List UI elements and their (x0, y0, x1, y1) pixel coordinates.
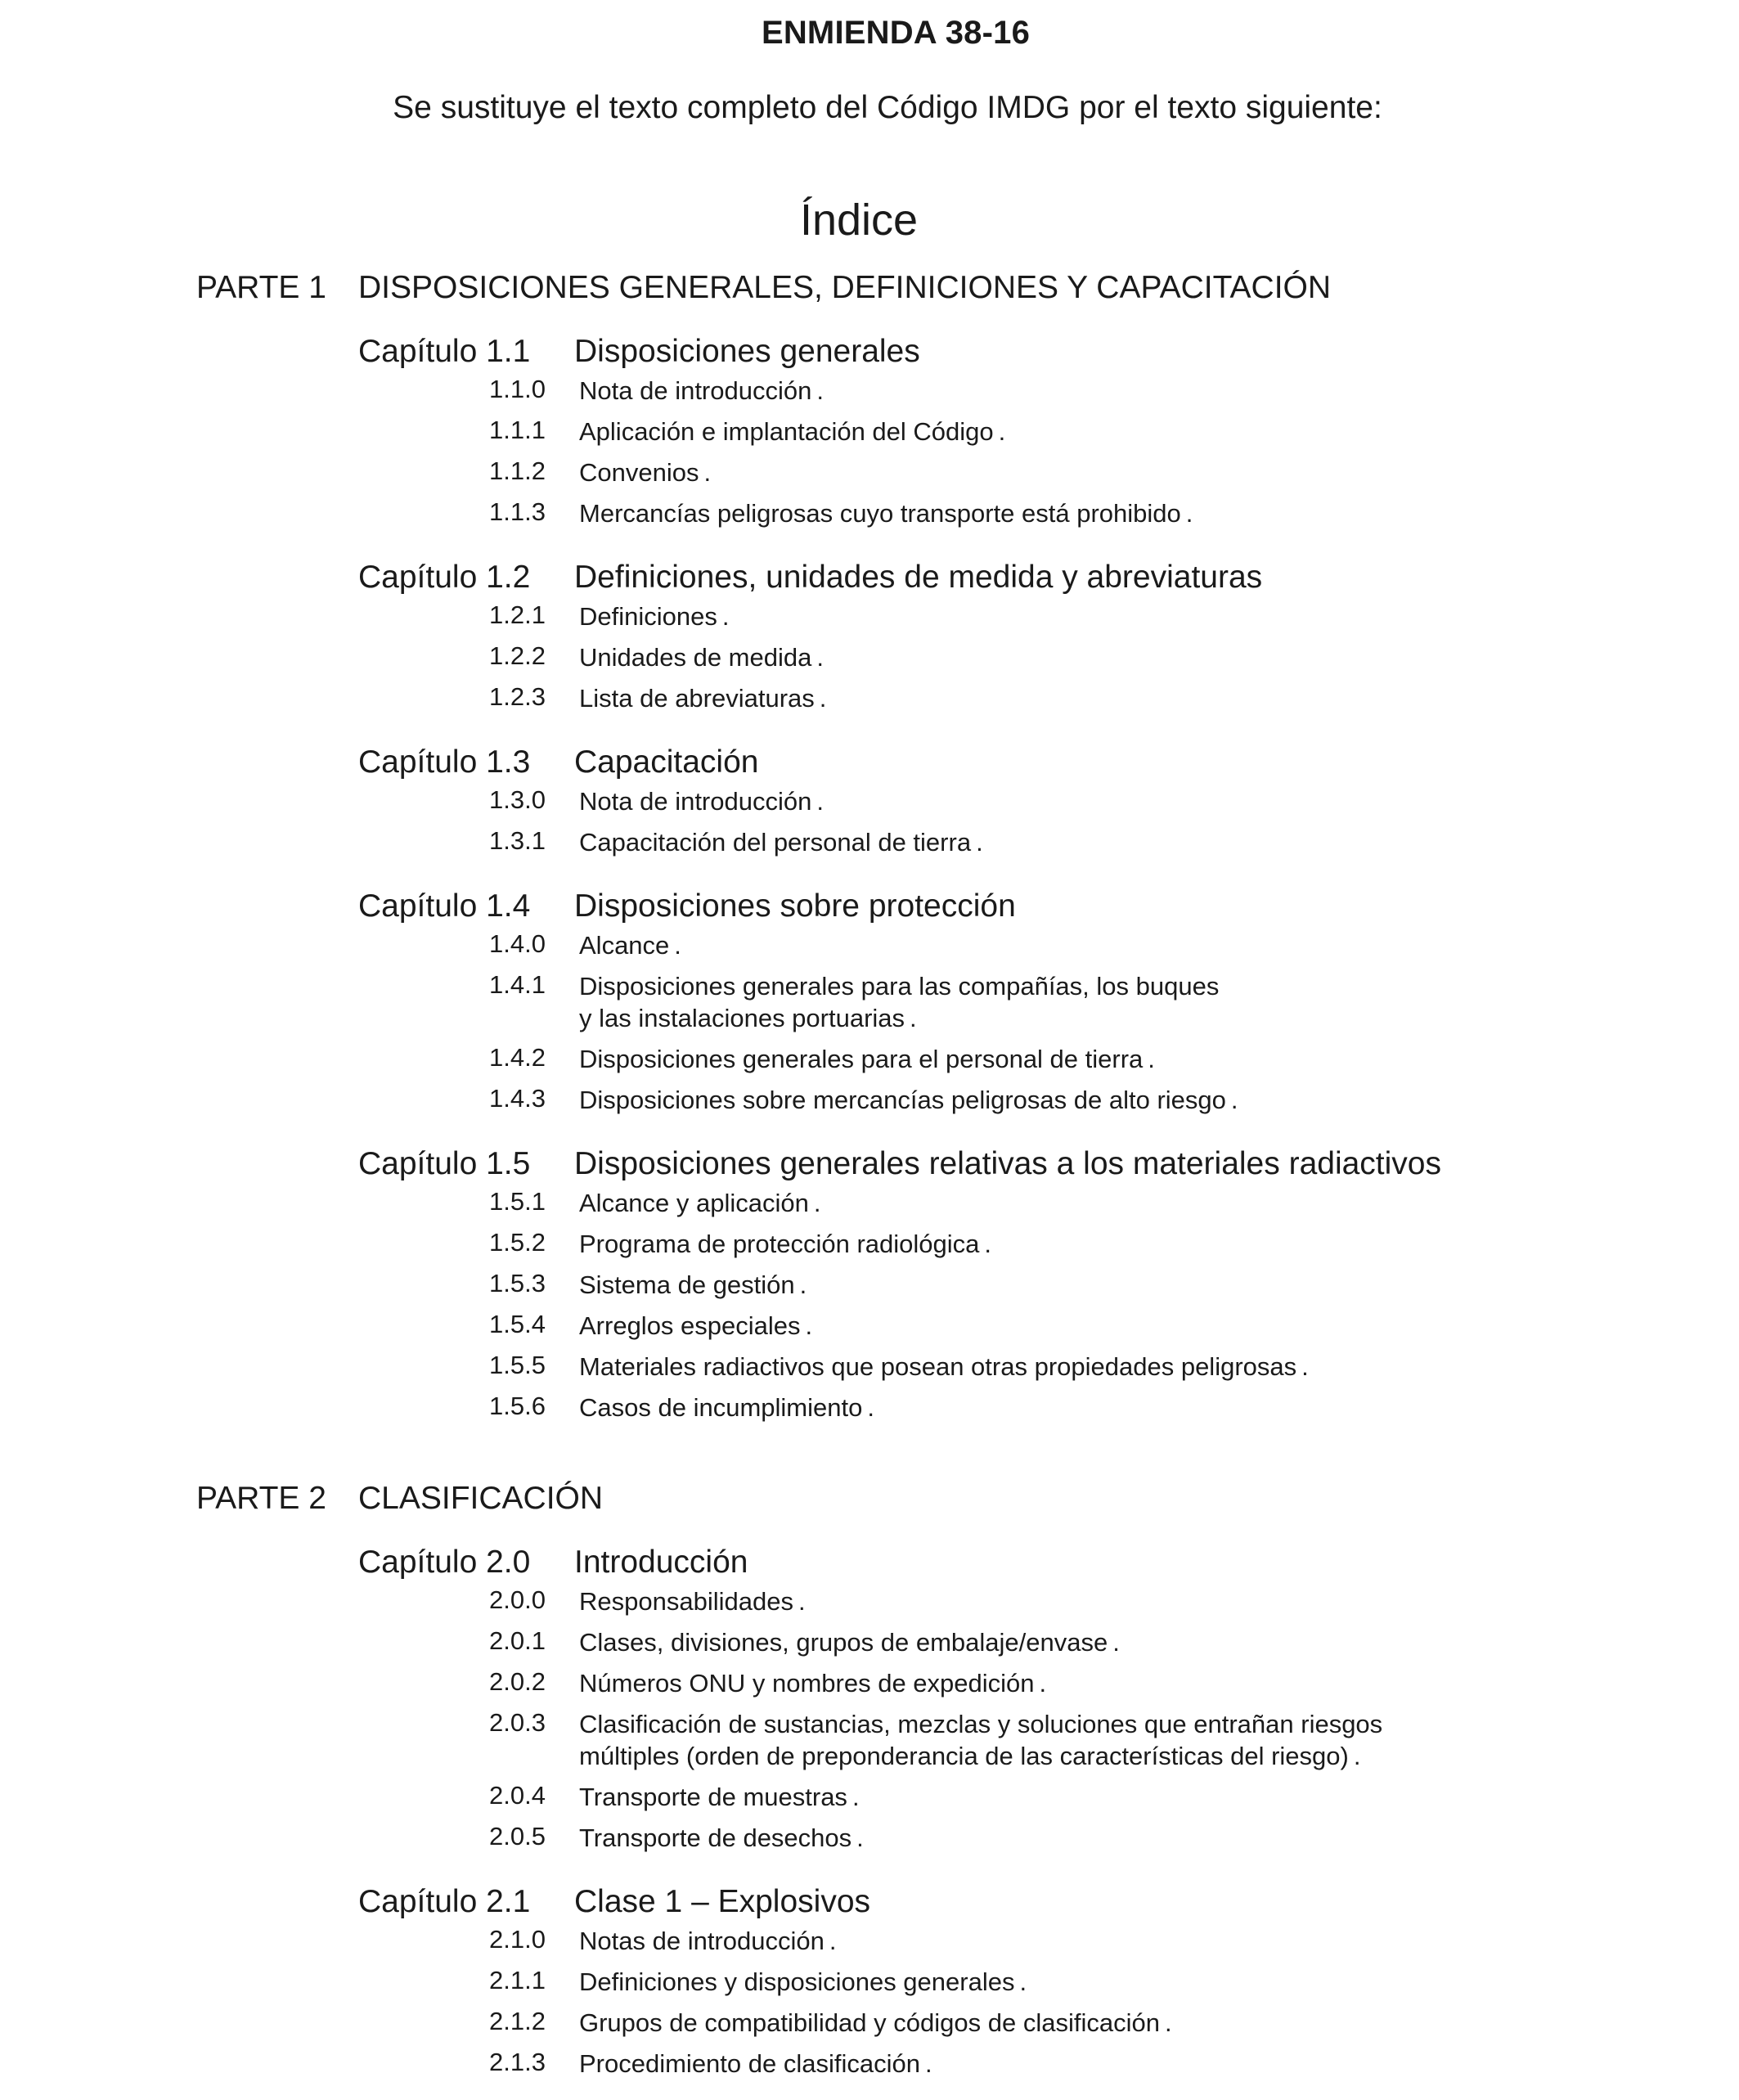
leader-dot: . (816, 643, 824, 672)
leader-dot: . (1230, 1086, 1238, 1114)
leader-dot: . (1112, 1628, 1120, 1657)
section-title-line: Notas de introducción (579, 1927, 825, 1955)
leader-dot: . (1185, 499, 1193, 528)
leader-dot: . (856, 1823, 864, 1852)
chapter-number: Capítulo 1.4 (358, 888, 531, 924)
leader-dot: . (976, 828, 983, 857)
index-heading: Índice (799, 196, 919, 245)
section-number: 1.1.3 (489, 497, 546, 526)
chapter-title: Disposiciones generales relativas a los materiales radiactivos (574, 1146, 1441, 1181)
part-number: PARTE 1 (196, 270, 326, 305)
chapter-title: Disposiciones sobre protección (574, 888, 1016, 924)
chapter-title: Introducción (574, 1545, 748, 1580)
section-number: 1.5.3 (489, 1269, 546, 1297)
section-title-line: Procedimiento de clasificación (579, 2049, 920, 2078)
section-title-line: Definiciones (579, 602, 717, 631)
section-title (579, 641, 824, 673)
section-number: 1.2.1 (489, 600, 546, 629)
leader-dot: . (867, 1393, 874, 1422)
section-number: 2.1.0 (489, 1925, 546, 1954)
section-title-line: Transporte de desechos (579, 1823, 852, 1852)
leader-dot: . (910, 1004, 917, 1032)
intro-text: Se sustituye el texto completo del Código IMDG por el texto siguiente: (393, 90, 1382, 125)
section-title-line: Clases, divisiones, grupos de embalaje/envase (579, 1628, 1108, 1657)
leader-dot: . (813, 1189, 821, 1217)
section-title (579, 1084, 1238, 1116)
section-title (579, 1392, 874, 1423)
section-title-line: Definiciones y disposiciones generales (579, 1967, 1015, 1996)
section-number: 2.0.1 (489, 1626, 546, 1655)
section-number: 2.0.3 (489, 1708, 546, 1737)
leader-dot: . (805, 1311, 813, 1340)
leader-dot: . (1353, 1742, 1361, 1770)
section-title (579, 2048, 932, 2080)
leader-dot: . (1164, 2008, 1172, 2037)
section-number: 1.4.1 (489, 970, 546, 999)
section-number: 1.4.2 (489, 1043, 546, 1072)
chapter-title: Definiciones, unidades de medida y abreviaturas (574, 560, 1263, 595)
leader-dot: . (829, 1927, 837, 1955)
section-title (579, 1351, 1309, 1383)
section-title-line: Números ONU y nombres de expedición (579, 1669, 1035, 1698)
section-number: 2.1.2 (489, 2007, 546, 2035)
section-title-line: Transporte de muestras (579, 1783, 847, 1811)
section-title (579, 456, 711, 488)
section-title (579, 1667, 1046, 1699)
section-title-line: y las instalaciones portuarias (579, 1004, 905, 1032)
leader-dot: . (852, 1783, 860, 1811)
chapter-title: Capacitación (574, 744, 759, 780)
section-number: 1.5.2 (489, 1228, 546, 1257)
section-number: 1.5.5 (489, 1351, 546, 1379)
section-title (579, 1310, 812, 1342)
section-title-line: múltiples (orden de preponderancia de las características del riesgo) (579, 1742, 1349, 1770)
leader-dot: . (819, 684, 827, 713)
section-title (579, 2007, 1172, 2039)
leader-dot: . (674, 931, 681, 960)
section-title-line: Unidades de medida (579, 643, 812, 672)
section-number: 1.4.0 (489, 929, 546, 958)
section-title (579, 1626, 1120, 1658)
chapter-number: Capítulo 2.0 (358, 1545, 531, 1580)
chapter-number: Capítulo 1.2 (358, 560, 531, 595)
section-title (579, 1187, 821, 1219)
section-title-line: Mercancías peligrosas cuyo transporte está prohibido (579, 499, 1181, 528)
section-number: 1.1.0 (489, 375, 546, 403)
leader-dot: . (1148, 1045, 1155, 1073)
section-number: 1.5.4 (489, 1310, 546, 1338)
section-number: 2.0.2 (489, 1667, 546, 1696)
chapter-number: Capítulo 1.5 (358, 1146, 531, 1181)
section-title-line: Nota de introducción (579, 787, 812, 816)
leader-dot: . (816, 376, 824, 405)
leader-dot: . (1019, 1967, 1027, 1996)
section-number: 1.4.3 (489, 1084, 546, 1113)
section-title-line: Grupos de compatibilidad y códigos de clasificación (579, 2008, 1160, 2037)
section-title (579, 1966, 1027, 1998)
chapter-number: Capítulo 1.1 (358, 334, 531, 369)
section-title (579, 416, 1005, 447)
section-title (579, 682, 826, 714)
section-number: 1.5.1 (489, 1187, 546, 1216)
section-title (579, 497, 1193, 529)
section-number: 2.1.1 (489, 1966, 546, 1994)
section-title (579, 826, 983, 858)
section-title-line: Aplicación e implantación del Código (579, 417, 994, 446)
section-title-line: Programa de protección radiológica (579, 1230, 980, 1258)
section-title (579, 1269, 807, 1301)
section-title (579, 1585, 806, 1617)
leader-dot: . (816, 787, 824, 816)
section-title (579, 1228, 991, 1260)
section-title-line: Clasificación de sustancias, mezclas y soluciones que entrañan riesgos (579, 1710, 1383, 1738)
section-number: 2.0.4 (489, 1781, 546, 1810)
leader-dot: . (998, 417, 1006, 446)
section-title (579, 1708, 1382, 1772)
section-title (579, 970, 1219, 1034)
section-title (579, 375, 824, 407)
section-number: 2.0.5 (489, 1822, 546, 1850)
section-title-line: Disposiciones sobre mercancías peligrosas de alto riesgo (579, 1086, 1226, 1114)
section-title-line: Lista de abreviaturas (579, 684, 815, 713)
section-title-line: Responsabilidades (579, 1587, 793, 1616)
section-title-line: Disposiciones generales para el personal de tierra (579, 1045, 1144, 1073)
section-number: 1.1.2 (489, 456, 546, 485)
chapter-title: Clase 1 – Explosivos (574, 1884, 871, 1919)
section-number: 1.3.1 (489, 826, 546, 855)
section-number: 1.3.0 (489, 785, 546, 814)
section-title-line: Arreglos especiales (579, 1311, 801, 1340)
part-number: PARTE 2 (196, 1481, 326, 1516)
section-title-line: Alcance y aplicación (579, 1189, 809, 1217)
chapter-title: Disposiciones generales (574, 334, 920, 369)
section-title-line: Materiales radiactivos que posean otras propiedades peligrosas (579, 1352, 1297, 1381)
section-number: 1.2.2 (489, 641, 546, 670)
section-title-line: Casos de incumplimiento (579, 1393, 863, 1422)
leader-dot: . (925, 2049, 932, 2078)
leader-dot: . (1301, 1352, 1309, 1381)
section-title (579, 785, 824, 817)
amendment-title: ENMIENDA 38-16 (761, 15, 1031, 51)
section-title-line: Convenios (579, 458, 699, 487)
part-title: CLASIFICACIÓN (358, 1481, 604, 1516)
leader-dot: . (1039, 1669, 1047, 1698)
section-number: 1.5.6 (489, 1392, 546, 1420)
section-number: 2.1.3 (489, 2048, 546, 2076)
leader-dot: . (984, 1230, 992, 1258)
leader-dot: . (721, 602, 730, 631)
section-number: 1.1.1 (489, 416, 546, 444)
chapter-number: Capítulo 1.3 (358, 744, 531, 780)
section-title (579, 1925, 836, 1957)
section-title-line: Capacitación del personal de tierra (579, 828, 972, 857)
section-number: 1.2.3 (489, 682, 546, 711)
chapter-number: Capítulo 2.1 (358, 1884, 531, 1919)
section-title-line: Alcance (579, 931, 670, 960)
section-title-line: Disposiciones generales para las compañías, los buques (579, 972, 1220, 1001)
section-title (579, 600, 730, 632)
leader-dot: . (799, 1270, 807, 1299)
leader-dot: . (798, 1587, 806, 1616)
section-number: 2.0.0 (489, 1585, 546, 1614)
section-title (579, 1043, 1155, 1075)
part-title: DISPOSICIONES GENERALES, DEFINICIONES Y CAPACITACIÓN (358, 270, 1332, 305)
section-title (579, 1781, 860, 1813)
section-title-line: Sistema de gestión (579, 1270, 795, 1299)
section-title (579, 1822, 864, 1854)
section-title-line: Nota de introducción (579, 376, 812, 405)
leader-dot: . (703, 458, 712, 487)
section-title (579, 929, 681, 961)
